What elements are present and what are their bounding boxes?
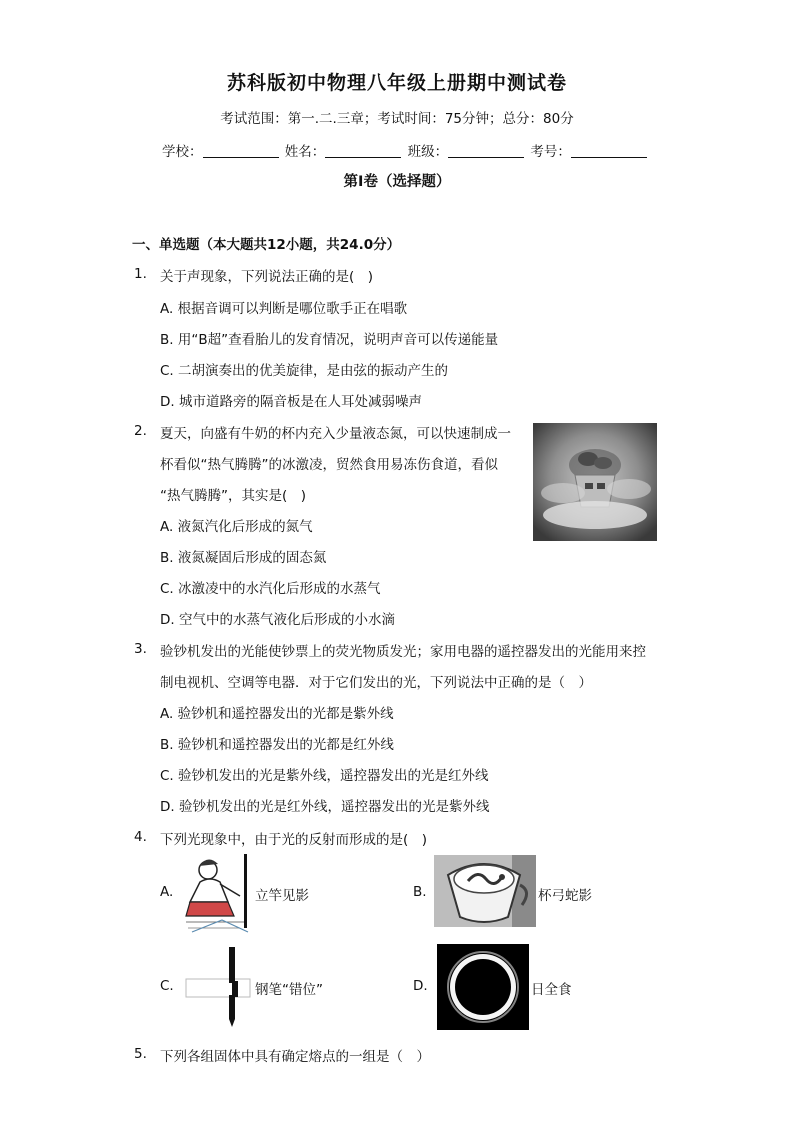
question-4-option-d-caption: 日全食 <box>531 982 572 998</box>
question-4-stem: 下列光现象中，由于光的反射而形成的是( ) <box>160 832 428 848</box>
question-3-option-c: C. 验钞机发出的光是紫外线，遥控器发出的光是红外线 <box>160 768 489 784</box>
question-4-option-a-caption: 立竿见影 <box>255 888 309 904</box>
question-2-option-c: C. 冰激凌中的水汽化后形成的水蒸气 <box>160 581 381 597</box>
question-5-number: 5. <box>134 1046 147 1062</box>
section-heading: 一、单选题（本大题共12小题，共24.0分） <box>132 237 401 253</box>
pen-in-water-image <box>182 945 254 1029</box>
question-2-option-d: D. 空气中的水蒸气液化后形成的小水滴 <box>160 612 395 628</box>
question-4-option-a-letter: A. <box>160 884 174 900</box>
question-3-option-a: A. 验钞机和遥控器发出的光都是紫外线 <box>160 706 394 722</box>
exam-number-label: 考号： <box>530 144 571 160</box>
section-title: 第Ⅰ卷（选择题） <box>343 174 451 190</box>
question-2-line-1: 夏天，向盛有牛奶的杯内充入少量液态氮，可以快速制成一 <box>160 426 511 442</box>
ice-cream-photo <box>533 423 657 541</box>
question-3-option-b: B. 验钞机和遥控器发出的光都是红外线 <box>160 737 394 753</box>
question-3-line-1: 验钞机发出的光能使钞票上的荧光物质发光；家用电器的遥控器发出的光能用来控 <box>160 644 646 660</box>
exam-title: 苏科版初中物理八年级上册期中测试卷 <box>226 72 567 94</box>
question-3-number: 3. <box>134 641 147 657</box>
question-4-option-d-letter: D. <box>413 978 428 994</box>
question-4-number: 4. <box>134 829 147 845</box>
exam-number-blank[interactable] <box>571 143 647 158</box>
school-blank[interactable] <box>203 143 279 158</box>
question-2-option-b: B. 液氮凝固后形成的固态氮 <box>160 550 327 566</box>
student-info-fields <box>162 140 649 160</box>
question-4-option-b-letter: B. <box>413 884 427 900</box>
question-2-line-2: 杯看似“热气腾腾”的冰激凌，贸然食用易冻伤食道，看似 <box>160 457 498 473</box>
question-1-option-a: A. 根据音调可以判断是哪位歌手正在唱歌 <box>160 301 408 317</box>
cup-snake-image <box>434 855 536 927</box>
question-3-line-2: 制电视机、空调等电器．对于它们发出的光，下列说法中正确的是（ ） <box>160 675 592 691</box>
name-blank[interactable] <box>325 143 401 158</box>
school-label: 学校： <box>162 144 203 160</box>
question-1-option-b: B. 用“B超”查看胎儿的发育情况，说明声音可以传递能量 <box>160 332 499 348</box>
class-label: 班级： <box>407 144 449 160</box>
question-4-option-b-caption: 杯弓蛇影 <box>538 888 592 904</box>
question-3-option-d: D. 验钞机发出的光是红外线，遥控器发出的光是紫外线 <box>160 799 490 815</box>
question-5-stem: 下列各组固体中具有确定熔点的一组是（ ） <box>160 1049 430 1065</box>
question-1-number: 1. <box>134 266 147 282</box>
name-label: 姓名： <box>284 144 326 160</box>
question-2-number: 2. <box>134 423 147 439</box>
solar-eclipse-image <box>437 944 529 1030</box>
exam-meta: 考试范围：第一.二.三章；考试时间：75分钟；总分：80分 <box>220 111 574 127</box>
question-2-option-a: A. 液氮汽化后形成的氮气 <box>160 519 313 535</box>
question-4-option-c-letter: C. <box>160 978 174 994</box>
pole-shadow-image <box>182 852 252 934</box>
question-4-option-c-caption: 钢笔“错位” <box>255 982 323 998</box>
question-2-line-3: “热气腾腾”，其实是( ) <box>160 488 307 504</box>
question-1-option-d: D. 城市道路旁的隔音板是在人耳处减弱噪声 <box>160 394 422 410</box>
question-1-option-c: C. 二胡演奏出的优美旋律，是由弦的振动产生的 <box>160 363 449 379</box>
class-blank[interactable] <box>448 143 524 158</box>
question-1-stem: 关于声现象，下列说法正确的是( ) <box>160 269 374 285</box>
